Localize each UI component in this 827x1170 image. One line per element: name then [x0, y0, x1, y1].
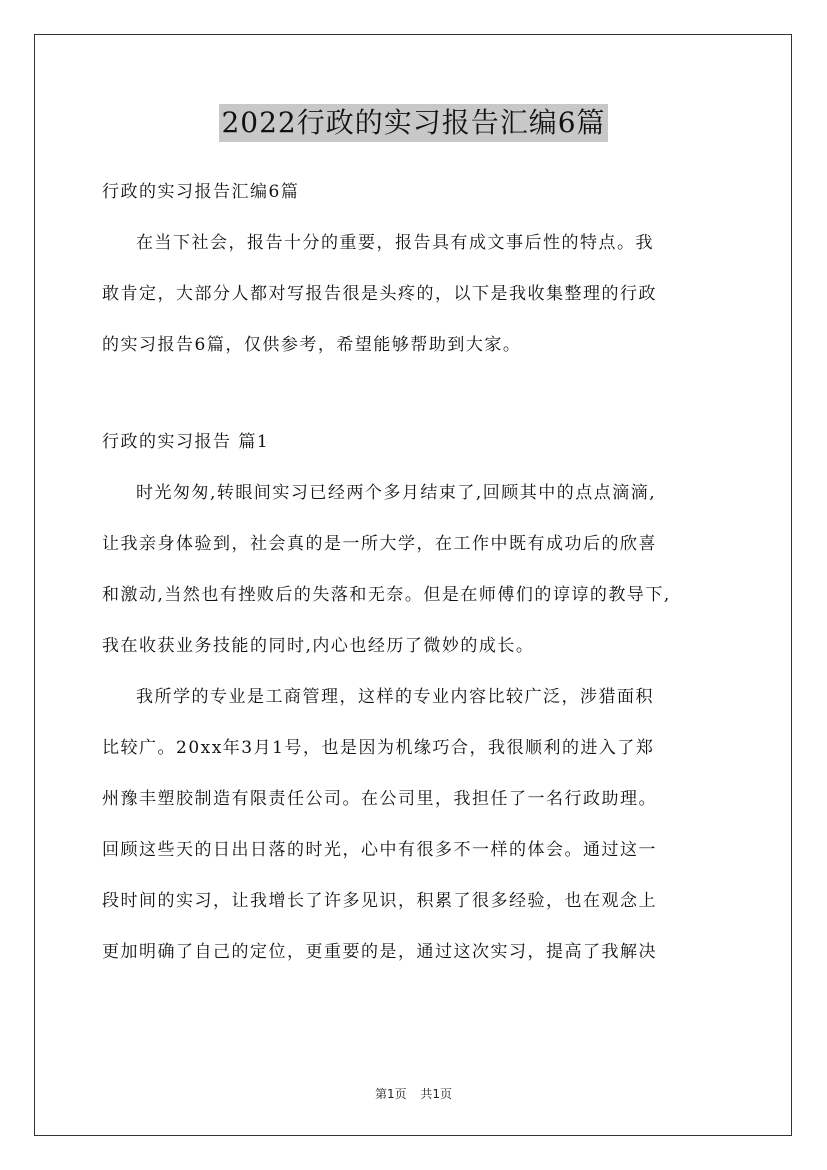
- paragraph-line: 更加明确了自己的定位，更重要的是，通过这次实习，提高了我解决: [102, 942, 657, 962]
- paragraph-line: 段时间的实习，让我增长了许多见识，积累了很多经验，也在观念上: [102, 891, 657, 911]
- paragraph-line: 州豫丰塑胶制造有限责任公司。在公司里，我担任了一名行政助理。: [102, 789, 657, 809]
- section1-paragraph-2: [102, 680, 725, 969]
- paragraph-line: 比较广。20xx年3月1号，也是因为机缘巧合，我很顺利的进入了郑: [102, 738, 655, 758]
- document-body: [102, 175, 725, 969]
- intro-line: 敢肯定，大部分人都对写报告很是头疼的，以下是我收集整理的行政: [102, 284, 657, 304]
- paragraph-line: 和激动,当然也有挫败后的失落和无奈。但是在师傅们的谆谆的教导下,: [102, 585, 671, 605]
- document-title: 2022行政的实习报告汇编6篇: [219, 104, 607, 142]
- intro-line: 在当下社会，报告十分的重要，报告具有成文事后性的特点。我: [136, 233, 654, 253]
- paragraph-line: 我所学的专业是工商管理，这样的专业内容比较广泛，涉猎面积: [136, 687, 654, 707]
- intro-paragraph: [102, 226, 725, 362]
- title-wrap: [0, 104, 827, 142]
- section-heading: 行政的实习报告 篇1: [102, 432, 270, 452]
- page-total: 共1页: [420, 1087, 453, 1101]
- document-subtitle: 行政的实习报告汇编6篇: [102, 182, 300, 202]
- page-number: 第1页: [374, 1087, 407, 1101]
- section1-paragraph-1: [102, 476, 725, 663]
- paragraph-line: 回顾这些天的日出日落的时光，心中有很多不一样的体会。通过这一: [102, 840, 657, 860]
- page-footer: [0, 1085, 827, 1102]
- paragraph-line: 让我亲身体验到，社会真的是一所大学，在工作中既有成功后的欣喜: [102, 534, 657, 554]
- paragraph-line: 我在收获业务技能的同时,内心也经历了微妙的成长。: [102, 636, 535, 656]
- intro-line: 的实习报告6篇，仅供参考，希望能够帮助到大家。: [102, 335, 522, 355]
- paragraph-line: 时光匆匆,转眼间实习已经两个多月结束了,回顾其中的点点滴滴,: [136, 483, 657, 503]
